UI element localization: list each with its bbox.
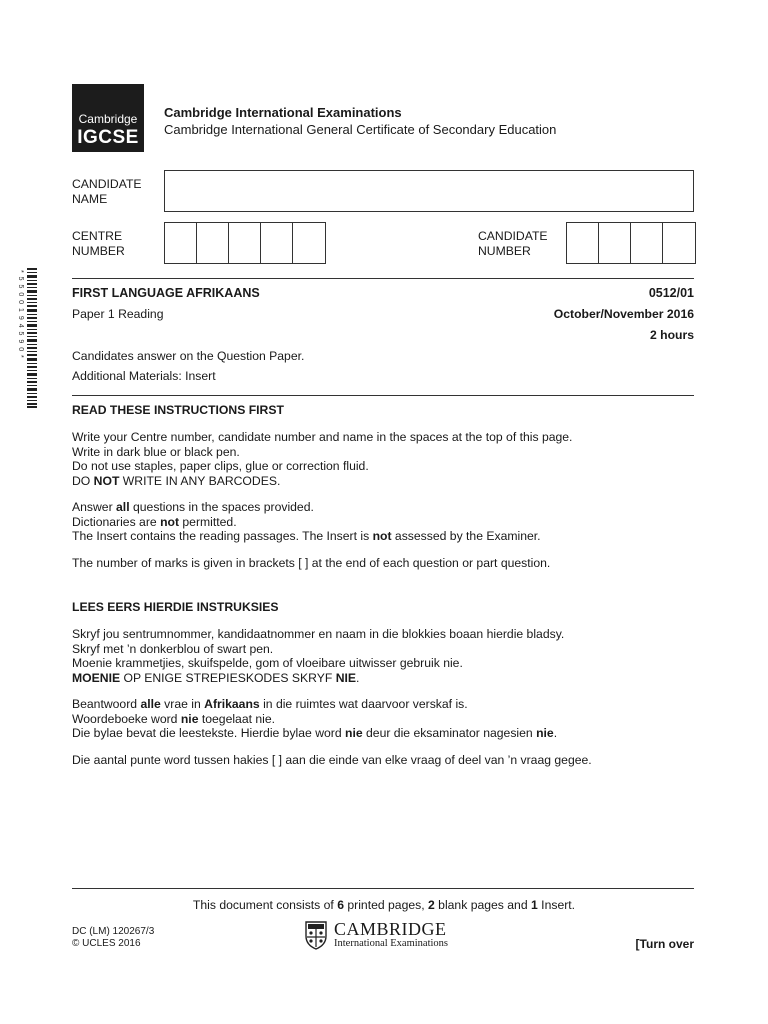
printed-pages-count: 6 xyxy=(337,898,344,912)
instruction-line xyxy=(72,726,557,741)
emphasis-text: NOT xyxy=(93,473,120,488)
instructions-heading-afrikaans: LEES EERS HIERDIE INSTRUKSIES xyxy=(72,600,279,614)
barcode-number: * 5 5 0 0 1 9 4 5 9 0 * xyxy=(17,270,24,359)
emphasis-text: NIE xyxy=(335,670,357,685)
exam-duration: 2 hours xyxy=(649,328,694,342)
text-segment: The Insert contains the reading passages. The Insert is xyxy=(72,529,373,543)
candidate-name-box[interactable] xyxy=(164,170,694,212)
instructions-english-block-1 xyxy=(72,430,572,488)
instruction-line xyxy=(72,697,557,712)
centre-number-boxes[interactable] xyxy=(164,222,326,264)
insert-count: 1 xyxy=(531,898,538,912)
divider xyxy=(72,395,694,396)
cambridge-logo xyxy=(304,920,448,950)
text-segment: DO xyxy=(72,473,94,488)
instructions-afrikaans-block-1 xyxy=(72,627,564,685)
candidate-number-label xyxy=(478,229,548,259)
instruction-line xyxy=(72,529,541,544)
centre-number-cell[interactable] xyxy=(165,223,197,263)
additional-materials: Additional Materials: Insert xyxy=(72,369,216,383)
instruction-line: Skryf met ’n donkerblou of swart pen. xyxy=(72,641,274,656)
text-segment: OP ENIGE STREPIESKODES SKRYF xyxy=(120,670,336,685)
candidate-number-cell[interactable] xyxy=(663,223,695,263)
candidate-number-cell[interactable] xyxy=(599,223,631,263)
instruction-line: Write your Centre number, candidate number and name in the spaces at the top of this page. xyxy=(72,430,573,444)
document-reference: DC (LM) 120267/3 xyxy=(72,926,155,937)
instruction-line xyxy=(72,500,541,515)
emphasis-text: nie xyxy=(536,726,554,740)
instructions-afrikaans-block-2 xyxy=(72,697,557,741)
paper-code: 0512/01 xyxy=(648,286,694,300)
blank-pages-count: 2 xyxy=(428,898,435,912)
centre-number-label-line-1: CENTRE xyxy=(72,229,123,243)
text-segment: Woordeboeke word xyxy=(72,711,181,726)
centre-number-cell[interactable] xyxy=(229,223,261,263)
centre-number-label-line-2: NUMBER xyxy=(72,244,125,258)
emphasis-text: nie xyxy=(180,711,199,726)
instruction-line: Write in dark blue or black pen. xyxy=(72,444,240,459)
text-segment: . xyxy=(553,726,558,740)
text-segment: assessed by the Examiner. xyxy=(391,529,541,543)
divider xyxy=(72,888,694,889)
text-segment: Beantwoord xyxy=(72,697,141,711)
text-segment: This document consists of xyxy=(192,898,338,912)
exam-session: October/November 2016 xyxy=(553,307,694,321)
logo-line-1: Cambridge xyxy=(78,112,138,126)
emphasis-text: not xyxy=(372,529,392,543)
cambridge-igcse-logo xyxy=(72,84,144,152)
paper-title: Paper 1 Reading xyxy=(72,307,164,321)
instruction-line: Moenie krammetjies, skuifspelde, gom of vloeibare uitwisser gebruik nie. xyxy=(72,656,463,670)
emphasis-text: alle xyxy=(140,697,161,711)
turn-over-note: [Turn over xyxy=(635,937,694,951)
marks-note-afrikaans: Die aantal punte word tussen hakies [ ] aan die einde van elke vraag of deel van ’n vraag gegee. xyxy=(72,753,592,767)
candidate-number-label-line-2: NUMBER xyxy=(478,244,531,258)
candidate-name-label xyxy=(72,177,142,207)
instruction-line xyxy=(72,671,564,686)
marks-note-english: The number of marks is given in brackets [ ] at the end of each question or part question. xyxy=(72,556,551,570)
instruction-line: Do not use staples, paper clips, glue or correction fluid. xyxy=(72,459,369,473)
centre-number-cell[interactable] xyxy=(261,223,293,263)
candidate-name-label-line-2: NAME xyxy=(72,192,108,206)
instruction-line xyxy=(72,515,541,530)
centre-number-cell[interactable] xyxy=(197,223,229,263)
emphasis-text: Afrikaans xyxy=(204,697,260,711)
document-page-count xyxy=(0,898,768,912)
text-segment: permitted. xyxy=(179,514,237,529)
text-segment: Insert. xyxy=(537,898,576,912)
text-segment: toegelaat nie. xyxy=(198,711,276,726)
cambridge-subtitle: International Examinations xyxy=(334,938,449,949)
instruction-line xyxy=(72,712,557,727)
emphasis-text: MOENIE xyxy=(72,670,121,685)
text-segment: Answer xyxy=(72,500,117,514)
board-name: Cambridge International Examinations xyxy=(164,105,402,120)
emphasis-text: nie xyxy=(345,726,363,740)
subject-title: FIRST LANGUAGE AFRIKAANS xyxy=(72,286,260,300)
barcode-icon xyxy=(27,268,37,408)
university-crest-icon xyxy=(304,920,328,950)
text-segment: questions in the spaces provided. xyxy=(129,500,314,514)
instructions-english-block-2 xyxy=(72,500,541,544)
text-segment: Die bylae bevat die leestekste. Hierdie bylae word xyxy=(72,726,346,740)
instruction-line xyxy=(72,474,572,489)
text-segment: printed pages, xyxy=(343,898,428,912)
text-segment: blank pages and xyxy=(434,898,532,912)
certificate-name: Cambridge International General Certificate of Secondary Education xyxy=(164,122,557,137)
candidate-name-label-line-1: CANDIDATE xyxy=(72,177,142,191)
candidate-number-boxes[interactable] xyxy=(566,222,696,264)
candidate-number-cell[interactable] xyxy=(567,223,599,263)
text-segment: Dictionaries are xyxy=(72,514,161,529)
cambridge-wordmark: CAMBRIDGE xyxy=(334,919,447,939)
instruction-line: Skryf jou sentrumnommer, kandidaatnommer en naam in die blokkies boaan hierdie bladsy. xyxy=(72,627,565,641)
text-segment: WRITE IN ANY BARCODES. xyxy=(119,473,281,488)
emphasis-text: all xyxy=(116,500,130,514)
divider xyxy=(72,278,694,279)
answer-note: Candidates answer on the Question Paper. xyxy=(72,349,305,363)
centre-number-cell[interactable] xyxy=(293,223,325,263)
text-segment: in die ruimtes wat daarvoor verskaf is. xyxy=(259,697,468,711)
candidate-number-cell[interactable] xyxy=(631,223,663,263)
exam-board-header xyxy=(164,104,556,138)
centre-number-label xyxy=(72,229,125,259)
candidate-number-label-line-1: CANDIDATE xyxy=(478,229,548,243)
logo-line-2: IGCSE xyxy=(77,127,139,148)
text-segment: deur die eksaminator nagesien xyxy=(362,726,537,740)
emphasis-text: not xyxy=(160,514,180,529)
instructions-heading-english: READ THESE INSTRUCTIONS FIRST xyxy=(72,403,284,417)
text-segment: . xyxy=(356,670,360,685)
copyright-notice: © UCLES 2016 xyxy=(72,938,141,949)
text-segment: vrae in xyxy=(160,697,205,711)
